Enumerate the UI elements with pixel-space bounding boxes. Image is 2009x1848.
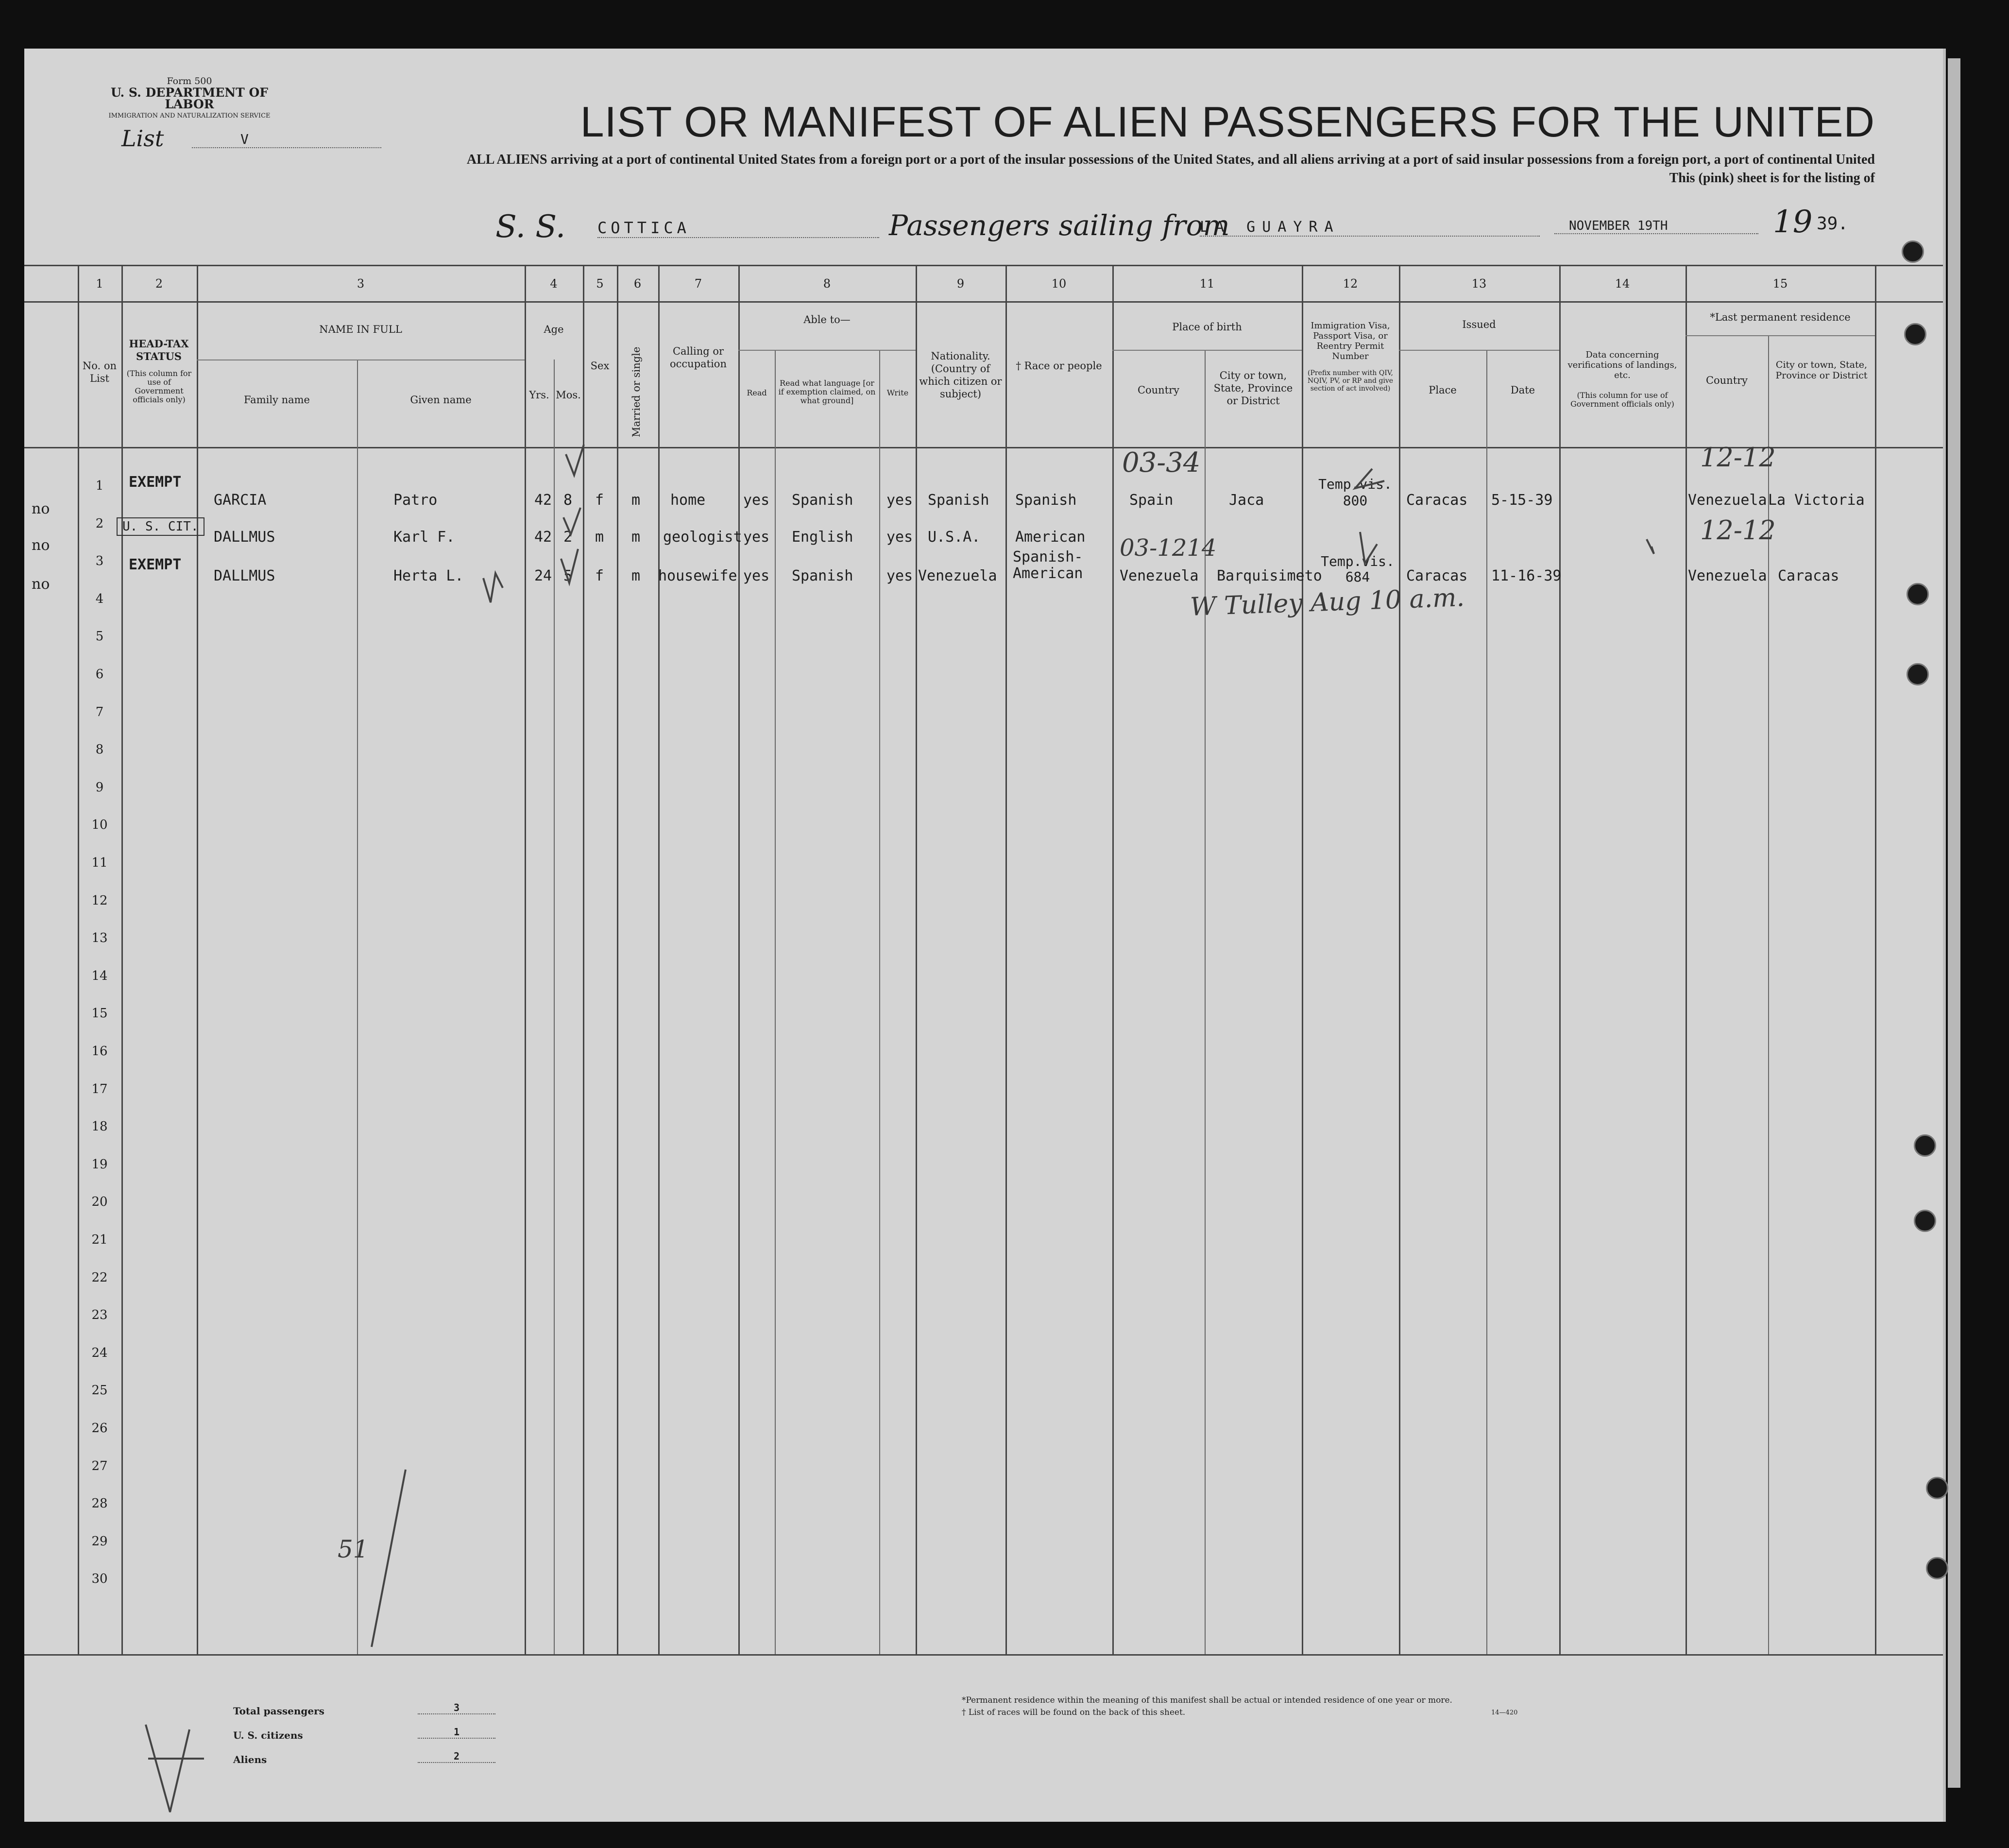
- header-birth-city: City or town, State, Province or District: [1213, 370, 1293, 407]
- row-number: 6: [95, 667, 104, 682]
- header-no-on-list: No. on List: [82, 360, 117, 384]
- binder-hole: [1914, 1134, 1936, 1157]
- binder-hole: [1904, 323, 1926, 345]
- department-name: U. S. DEPARTMENT OF LABOR: [111, 86, 268, 111]
- row-number: 27: [91, 1458, 108, 1473]
- header-place-of-birth: Place of birth: [1172, 321, 1242, 333]
- header-family-name: Family name: [244, 394, 310, 406]
- issued-date: 11-16-39: [1491, 567, 1562, 584]
- form-code: 14—420: [1491, 1709, 1518, 1716]
- row-number: 29: [91, 1534, 108, 1549]
- ship-name: COTTICA: [597, 219, 879, 238]
- row-number: 21: [91, 1232, 108, 1247]
- row-number: 9: [95, 780, 104, 795]
- age-months: 8: [563, 492, 573, 509]
- check-mark: [563, 508, 580, 534]
- subtitle-line-2: This (pink) sheet is for the listing of: [1669, 171, 1875, 186]
- row-number: 2: [95, 516, 104, 531]
- sex: f: [595, 567, 604, 584]
- column-number: 13: [1471, 277, 1487, 291]
- column-number: 14: [1615, 277, 1630, 291]
- year-prefix: 19: [1773, 204, 1813, 240]
- age-years: 42: [534, 492, 552, 509]
- pen-mark: [1355, 469, 1384, 488]
- row-number: 25: [91, 1383, 108, 1398]
- header-calling: Calling or occupation: [670, 345, 727, 370]
- row-number: 11: [91, 856, 108, 870]
- row-number: 12: [91, 893, 108, 908]
- head-tax-stamp: EXEMPT: [129, 474, 182, 491]
- header-read-language: Read what language [or if exemption claimed, on what ground]: [778, 378, 876, 405]
- family-name: DALLMUS: [214, 567, 275, 584]
- header-name-in-full: NAME IN FULL: [319, 324, 402, 335]
- handwritten-marks: [24, 49, 1943, 1822]
- header-write: Write: [886, 388, 909, 397]
- us-citizens-value: 1: [418, 1726, 495, 1739]
- residence-country: Venezuela: [1688, 567, 1767, 584]
- check-mark: [561, 549, 578, 583]
- row-number: 8: [95, 742, 104, 757]
- row-number: 3: [95, 554, 104, 569]
- occupation: housewife: [658, 567, 737, 584]
- column-number: 8: [823, 277, 831, 291]
- service-name: IMMIGRATION AND NATURALIZATION SERVICE: [108, 112, 271, 120]
- birth-city: Jaca: [1229, 492, 1264, 509]
- visa-number: Temp.vis. 800: [1318, 476, 1392, 509]
- row-number: 16: [91, 1044, 108, 1059]
- binder-hole: [1926, 1557, 1948, 1579]
- residence-country: Venezuela: [1688, 492, 1767, 509]
- head-tax-stamp: U. S. CIT.: [117, 517, 204, 536]
- header-issued: Issued: [1462, 319, 1496, 330]
- port-name: LA GUAYRA: [1200, 219, 1540, 237]
- issued-place: Caracas: [1406, 492, 1468, 509]
- header-race: † Race or people: [1016, 360, 1102, 372]
- can-read: yes: [743, 529, 770, 546]
- column-number: 6: [633, 277, 642, 291]
- residence-city: Caracas: [1778, 567, 1839, 584]
- age-months: 2: [563, 529, 573, 546]
- pen-mark: [1360, 532, 1377, 564]
- read-language: English: [792, 529, 853, 546]
- ss-label: S. S.: [495, 209, 566, 245]
- handwritten-code: 12-12: [1700, 515, 1776, 546]
- binder-hole: [1907, 663, 1929, 685]
- can-write: yes: [886, 529, 913, 546]
- row-number: 4: [95, 591, 104, 606]
- handwritten-code: 03-34: [1122, 447, 1201, 479]
- given-name: Herta L.: [393, 567, 464, 584]
- column-number: 1: [96, 277, 103, 291]
- head-tax-stamp: EXEMPT: [129, 556, 182, 573]
- column-number: 11: [1199, 277, 1215, 291]
- row-number: 28: [91, 1496, 108, 1511]
- read-language: Spanish: [792, 567, 853, 584]
- header-mos: Mos.: [556, 389, 581, 401]
- race: Spanish-American: [1013, 548, 1083, 582]
- sex: f: [595, 492, 604, 509]
- row-number: 5: [95, 629, 104, 644]
- row-number: 13: [91, 931, 108, 946]
- footnote-races: † List of races will be found on the back of this sheet.: [962, 1708, 1186, 1717]
- row-number: 15: [91, 1006, 108, 1021]
- manifest-title: LIST OR MANIFEST OF ALIEN PASSENGERS FOR THE UNITED: [580, 98, 1875, 146]
- row-number: 20: [91, 1195, 108, 1210]
- row-number: 1: [95, 479, 104, 493]
- header-read: Read: [747, 388, 767, 397]
- header-head-tax: HEAD-TAX STATUS: [129, 338, 189, 362]
- column-number: 2: [155, 277, 163, 291]
- paper-edge: [1948, 58, 1960, 1788]
- binder-hole: [1902, 240, 1924, 263]
- form-number: Form 500: [167, 76, 212, 86]
- handwritten-note: W Tulley Aug 10 a.m.: [1190, 583, 1465, 622]
- us-citizens-label: U. S. citizens: [233, 1729, 303, 1741]
- marital-status: m: [631, 492, 641, 509]
- sailing-date: NOVEMBER 19TH: [1554, 219, 1758, 234]
- visa-number: Temp.vis. 684: [1321, 553, 1395, 585]
- margin-note: no: [32, 537, 50, 554]
- column-number: 9: [956, 277, 965, 291]
- header-verifications: Data concerning verifications of landings, etc.: [1567, 350, 1677, 380]
- age-months: 5: [563, 567, 573, 584]
- row-number: 14: [91, 968, 108, 983]
- check-mark: [566, 445, 584, 475]
- header-able-to: Able to—: [803, 314, 851, 325]
- header-verifications-note: (This column for use of Government officials only): [1570, 391, 1674, 409]
- pen-mark: [483, 573, 503, 602]
- pen-mark: [1647, 539, 1654, 554]
- header-res-country: Country: [1705, 375, 1748, 386]
- nationality: Venezuela: [918, 567, 997, 584]
- given-name: Karl F.: [393, 529, 455, 546]
- list-label: List: [121, 125, 164, 152]
- subtitle-line-1: ALL ALIENS arriving at a port of continental United States from a foreign port or a port of the insular possessions of the United States, and all aliens arriving at a port of said insular possessions from a foreign port, a port of continental United: [466, 152, 1875, 167]
- tally-stroke: [372, 1470, 406, 1647]
- footnote-residence: *Permanent residence within the meaning of this manifest shall be actual or intended residence of one year or more.: [962, 1695, 1452, 1705]
- header-nationality: Nationality. (Country of which citizen or subject): [919, 350, 1002, 400]
- sailing-label: Passengers sailing from: [889, 209, 1230, 242]
- header-issued-date: Date: [1510, 384, 1535, 396]
- read-language: Spanish: [792, 492, 853, 509]
- nationality: U.S.A.: [928, 529, 981, 546]
- row-number: 18: [91, 1119, 108, 1134]
- manifest-sheet: [24, 49, 1946, 1822]
- handwritten-number: 51: [338, 1535, 369, 1563]
- list-value: V: [192, 131, 381, 148]
- can-read: yes: [743, 567, 770, 584]
- column-number: 7: [694, 277, 702, 291]
- occupation: home: [670, 492, 706, 509]
- year-suffix: 39.: [1817, 214, 1849, 234]
- row-number: 23: [91, 1308, 108, 1323]
- family-name: DALLMUS: [214, 529, 275, 546]
- header-yrs: Yrs.: [529, 389, 549, 401]
- marital-status: m: [631, 529, 641, 546]
- race: Spanish: [1015, 492, 1077, 509]
- handwritten-code: 03-1214: [1120, 534, 1217, 562]
- header-head-tax-note: (This column for use of Government officials only): [126, 369, 192, 404]
- row-number: 17: [91, 1081, 108, 1096]
- given-name: Patro: [393, 492, 438, 509]
- header-visa-note: (Prefix number with QIV, NQIV, PV, or RP and give section of act involved): [1307, 369, 1394, 393]
- binder-hole: [1907, 583, 1929, 605]
- column-number: 4: [550, 277, 558, 291]
- age-years: 24: [534, 567, 552, 584]
- row-number: 24: [91, 1345, 108, 1360]
- residence-city: La Victoria: [1768, 492, 1865, 509]
- tally-mark: [146, 1725, 189, 1812]
- margin-note: no: [32, 576, 50, 593]
- margin-note: no: [32, 500, 50, 517]
- nationality: Spanish: [928, 492, 989, 509]
- header-issued-place: Place: [1429, 384, 1457, 396]
- column-number: 10: [1051, 277, 1067, 291]
- aliens-value: 2: [418, 1750, 495, 1763]
- age-years: 42: [534, 529, 552, 546]
- birth-city: Barquisimeto: [1217, 567, 1322, 584]
- birth-country: Venezuela: [1120, 567, 1199, 584]
- header-res-city: City or town, State, Province or District: [1775, 359, 1868, 381]
- header-married: Married or single: [630, 346, 642, 437]
- header-birth-country: Country: [1137, 384, 1180, 396]
- row-number: 19: [91, 1157, 108, 1172]
- total-passengers-value: 3: [418, 1702, 495, 1714]
- header-age: Age: [544, 324, 564, 335]
- binder-hole: [1914, 1210, 1936, 1232]
- column-number: 5: [596, 277, 604, 291]
- issued-date: 5-15-39: [1491, 492, 1553, 509]
- race: American: [1015, 529, 1086, 546]
- row-number: 10: [91, 818, 108, 833]
- header-visa: Immigration Visa, Passport Visa, or Reentry Permit Number: [1311, 321, 1390, 361]
- row-number: 26: [91, 1421, 108, 1436]
- header-last-residence: *Last permanent residence: [1710, 311, 1851, 323]
- column-number: 12: [1343, 277, 1358, 291]
- birth-country: Spain: [1129, 492, 1174, 509]
- total-passengers-label: Total passengers: [233, 1705, 324, 1717]
- column-number: 3: [357, 277, 365, 291]
- can-write: yes: [886, 492, 913, 509]
- occupation: geologist: [663, 529, 742, 546]
- header-given-name: Given name: [410, 394, 472, 406]
- family-name: GARCIA: [214, 492, 267, 509]
- sex: m: [595, 529, 604, 546]
- row-number: 22: [91, 1270, 108, 1285]
- row-number: 30: [91, 1572, 108, 1587]
- column-number: 15: [1772, 277, 1788, 291]
- issued-place: Caracas: [1406, 567, 1468, 584]
- aliens-label: Aliens: [233, 1754, 267, 1765]
- binder-hole: [1926, 1477, 1948, 1499]
- header-sex: Sex: [590, 360, 610, 372]
- can-read: yes: [743, 492, 770, 509]
- marital-status: m: [631, 567, 641, 584]
- can-write: yes: [886, 567, 913, 584]
- row-number: 7: [95, 704, 104, 719]
- handwritten-code: 12-12: [1700, 442, 1776, 473]
